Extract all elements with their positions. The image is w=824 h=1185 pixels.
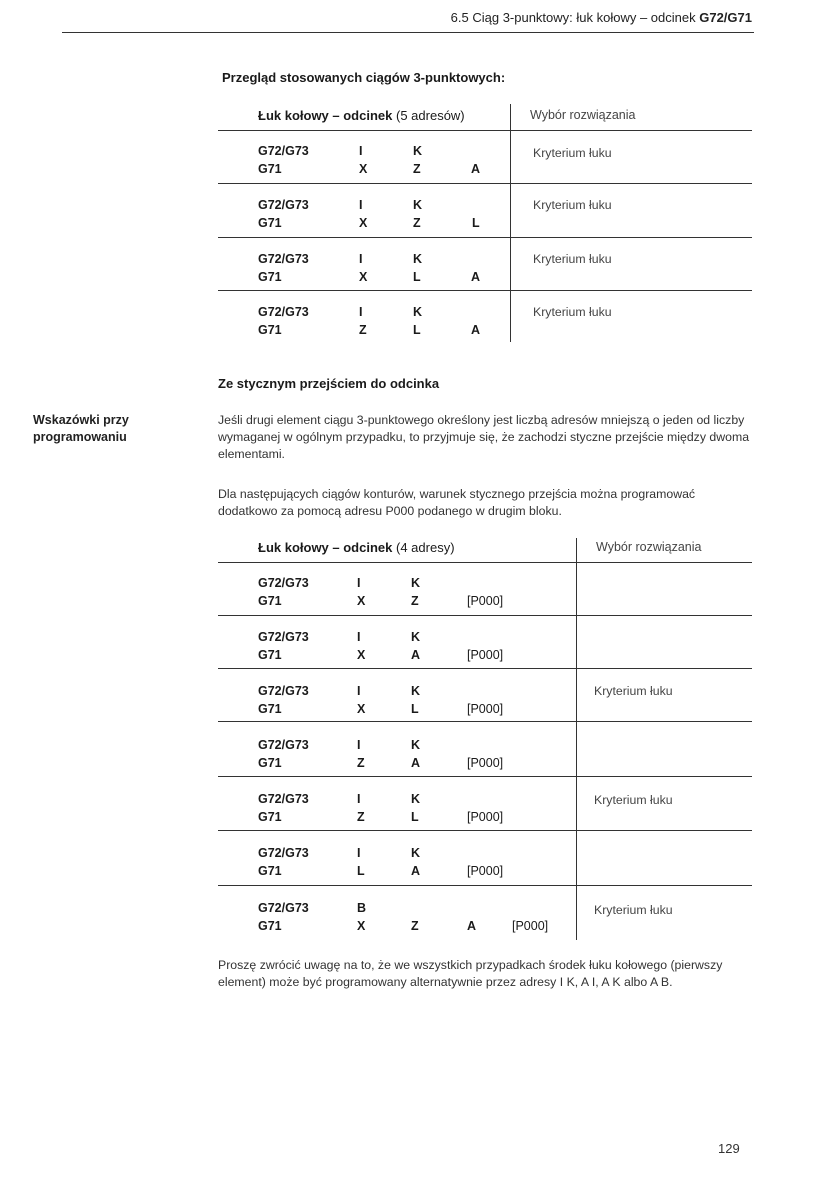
- row-code: G71: [258, 162, 282, 176]
- header-title-prefix: 6.5 Ciąg 3-punktowy: łuk kołowy – odcinek: [450, 10, 700, 25]
- table2-rule: [218, 668, 752, 669]
- table2-rule: [218, 830, 752, 831]
- side-note-line: programowaniu: [33, 430, 127, 444]
- row-p000: [P000]: [467, 702, 504, 716]
- table2-head-left: [258, 540, 455, 555]
- row-code: G71: [258, 756, 282, 770]
- row-addr: Z: [357, 756, 365, 770]
- page-number: 129: [718, 1141, 740, 1156]
- row-criterion: Kryterium łuku: [594, 903, 673, 917]
- row-addr: L: [413, 323, 421, 337]
- row-code: G71: [258, 864, 282, 878]
- row-p000: [P000]: [512, 919, 549, 933]
- row-addr: K: [411, 630, 421, 644]
- row-code: G72/G73: [258, 576, 309, 590]
- row-addr: Z: [411, 919, 419, 933]
- row-addr: K: [413, 198, 423, 212]
- row-code: G72/G73: [258, 144, 309, 158]
- table1-column-divider: [510, 104, 511, 342]
- row-p000: [P000]: [467, 810, 504, 824]
- table2-head-right: Wybór rozwiązania: [596, 540, 702, 554]
- row-addr: A: [411, 756, 421, 770]
- row-addr: K: [411, 576, 421, 590]
- table2-rule: [218, 562, 752, 563]
- table2-rule: [218, 721, 752, 722]
- row-code: G72/G73: [258, 901, 309, 915]
- row-addr: L: [357, 864, 365, 878]
- row-addr: K: [413, 144, 423, 158]
- header-title: [451, 10, 752, 25]
- row-addr: L: [411, 810, 419, 824]
- row-criterion: Kryterium łuku: [533, 252, 612, 266]
- row-p000: [P000]: [467, 648, 504, 662]
- row-addr: Z: [359, 323, 367, 337]
- row-criterion: Kryterium łuku: [533, 305, 612, 319]
- section2-heading: Ze stycznym przejściem do odcinka: [218, 376, 440, 391]
- row-code: G71: [258, 810, 282, 824]
- row-addr: I: [359, 198, 363, 212]
- row-addr: X: [357, 648, 366, 662]
- row-addr: X: [359, 270, 368, 284]
- row-code: G71: [258, 216, 282, 230]
- row-addr: A: [467, 919, 477, 933]
- row-addr: K: [411, 684, 421, 698]
- page-header: [0, 0, 824, 40]
- row-criterion: Kryterium łuku: [594, 793, 673, 807]
- row-addr: A: [471, 270, 481, 284]
- row-code: G72/G73: [258, 684, 309, 698]
- row-code: G72/G73: [258, 252, 309, 266]
- row-code: G72/G73: [258, 305, 309, 319]
- row-addr: I: [359, 144, 363, 158]
- row-addr: L: [413, 270, 421, 284]
- row-code: G72/G73: [258, 738, 309, 752]
- row-addr: X: [357, 594, 366, 608]
- row-addr: Z: [357, 810, 365, 824]
- table1-rule: [218, 237, 752, 238]
- side-note-line: Wskazówki przy: [33, 413, 129, 427]
- table2-rule: [218, 776, 752, 777]
- table2-head-thin: (4 adresy): [396, 540, 455, 555]
- row-addr: A: [471, 162, 481, 176]
- row-criterion: Kryterium łuku: [594, 684, 673, 698]
- table1-head-right: Wybór rozwiązania: [530, 108, 636, 122]
- row-code: G71: [258, 323, 282, 337]
- row-code: G71: [258, 702, 282, 716]
- row-addr: K: [413, 305, 423, 319]
- row-addr: I: [357, 576, 361, 590]
- row-addr: A: [411, 648, 421, 662]
- table1-rule: [218, 130, 752, 131]
- table2-rule: [218, 885, 752, 886]
- header-title-code: G72/G71: [699, 10, 752, 25]
- row-addr: X: [357, 919, 366, 933]
- row-addr: I: [359, 305, 363, 319]
- section1-heading: Przegląd stosowanych ciągów 3-punktowych:: [222, 70, 506, 85]
- row-addr: L: [411, 702, 419, 716]
- side-note: [33, 412, 129, 446]
- paragraph-3: Proszę zwrócić uwagę na to, że we wszystkich przypadkach środek łuku kołowego (pierwszy element) może być programowany alternatywnie przez adresy I K, A I, A K albo A B.: [218, 958, 723, 989]
- row-code: G72/G73: [258, 846, 309, 860]
- row-addr: K: [413, 252, 423, 266]
- row-code: G72/G73: [258, 792, 309, 806]
- row-addr: X: [359, 162, 368, 176]
- row-addr: I: [357, 630, 361, 644]
- table2-rule: [218, 615, 752, 616]
- row-criterion: Kryterium łuku: [533, 146, 612, 160]
- row-code: G71: [258, 270, 282, 284]
- row-addr: I: [357, 738, 361, 752]
- row-p000: [P000]: [467, 864, 504, 878]
- table1-head-thin: (5 adresów): [396, 108, 465, 123]
- table1-rule: [218, 183, 752, 184]
- table1-head-bold: Łuk kołowy – odcinek: [258, 108, 393, 123]
- row-addr: X: [357, 702, 366, 716]
- row-addr: X: [359, 216, 368, 230]
- row-p000: [P000]: [467, 594, 504, 608]
- row-code: G71: [258, 648, 282, 662]
- row-addr: K: [411, 792, 421, 806]
- row-addr: Z: [413, 216, 421, 230]
- row-addr: K: [411, 738, 421, 752]
- header-rule: [62, 32, 754, 33]
- row-addr: A: [411, 864, 421, 878]
- table1-head-left: [258, 108, 465, 123]
- row-addr: I: [357, 684, 361, 698]
- row-addr: I: [357, 792, 361, 806]
- row-addr: A: [471, 323, 481, 337]
- row-criterion: Kryterium łuku: [533, 198, 612, 212]
- row-code: G72/G73: [258, 630, 309, 644]
- row-p000: [P000]: [467, 756, 504, 770]
- row-code: G71: [258, 594, 282, 608]
- row-code: G72/G73: [258, 198, 309, 212]
- row-addr: K: [411, 846, 421, 860]
- paragraph-2: Dla następujących ciągów konturów, warunek stycznego przejścia można programować dodatkowo za pomocą adresu P000 podanego w drugim bloku.: [218, 487, 696, 518]
- row-addr: L: [472, 216, 480, 230]
- table2-column-divider: [576, 538, 577, 940]
- table1-rule: [218, 290, 752, 291]
- row-addr: B: [357, 901, 367, 915]
- paragraph-1: Jeśli drugi element ciągu 3-punktowego określony jest liczbą adresów mniejszą o jeden od liczby wymaganej w ogólnym przypadku, to przyjmuje się, że zachodzi styczne przejście między dwoma elementami.: [218, 413, 750, 461]
- row-addr: Z: [411, 594, 419, 608]
- row-addr: I: [357, 846, 361, 860]
- row-addr: Z: [413, 162, 421, 176]
- table2-head-bold: Łuk kołowy – odcinek: [258, 540, 393, 555]
- row-addr: I: [359, 252, 363, 266]
- row-code: G71: [258, 919, 282, 933]
